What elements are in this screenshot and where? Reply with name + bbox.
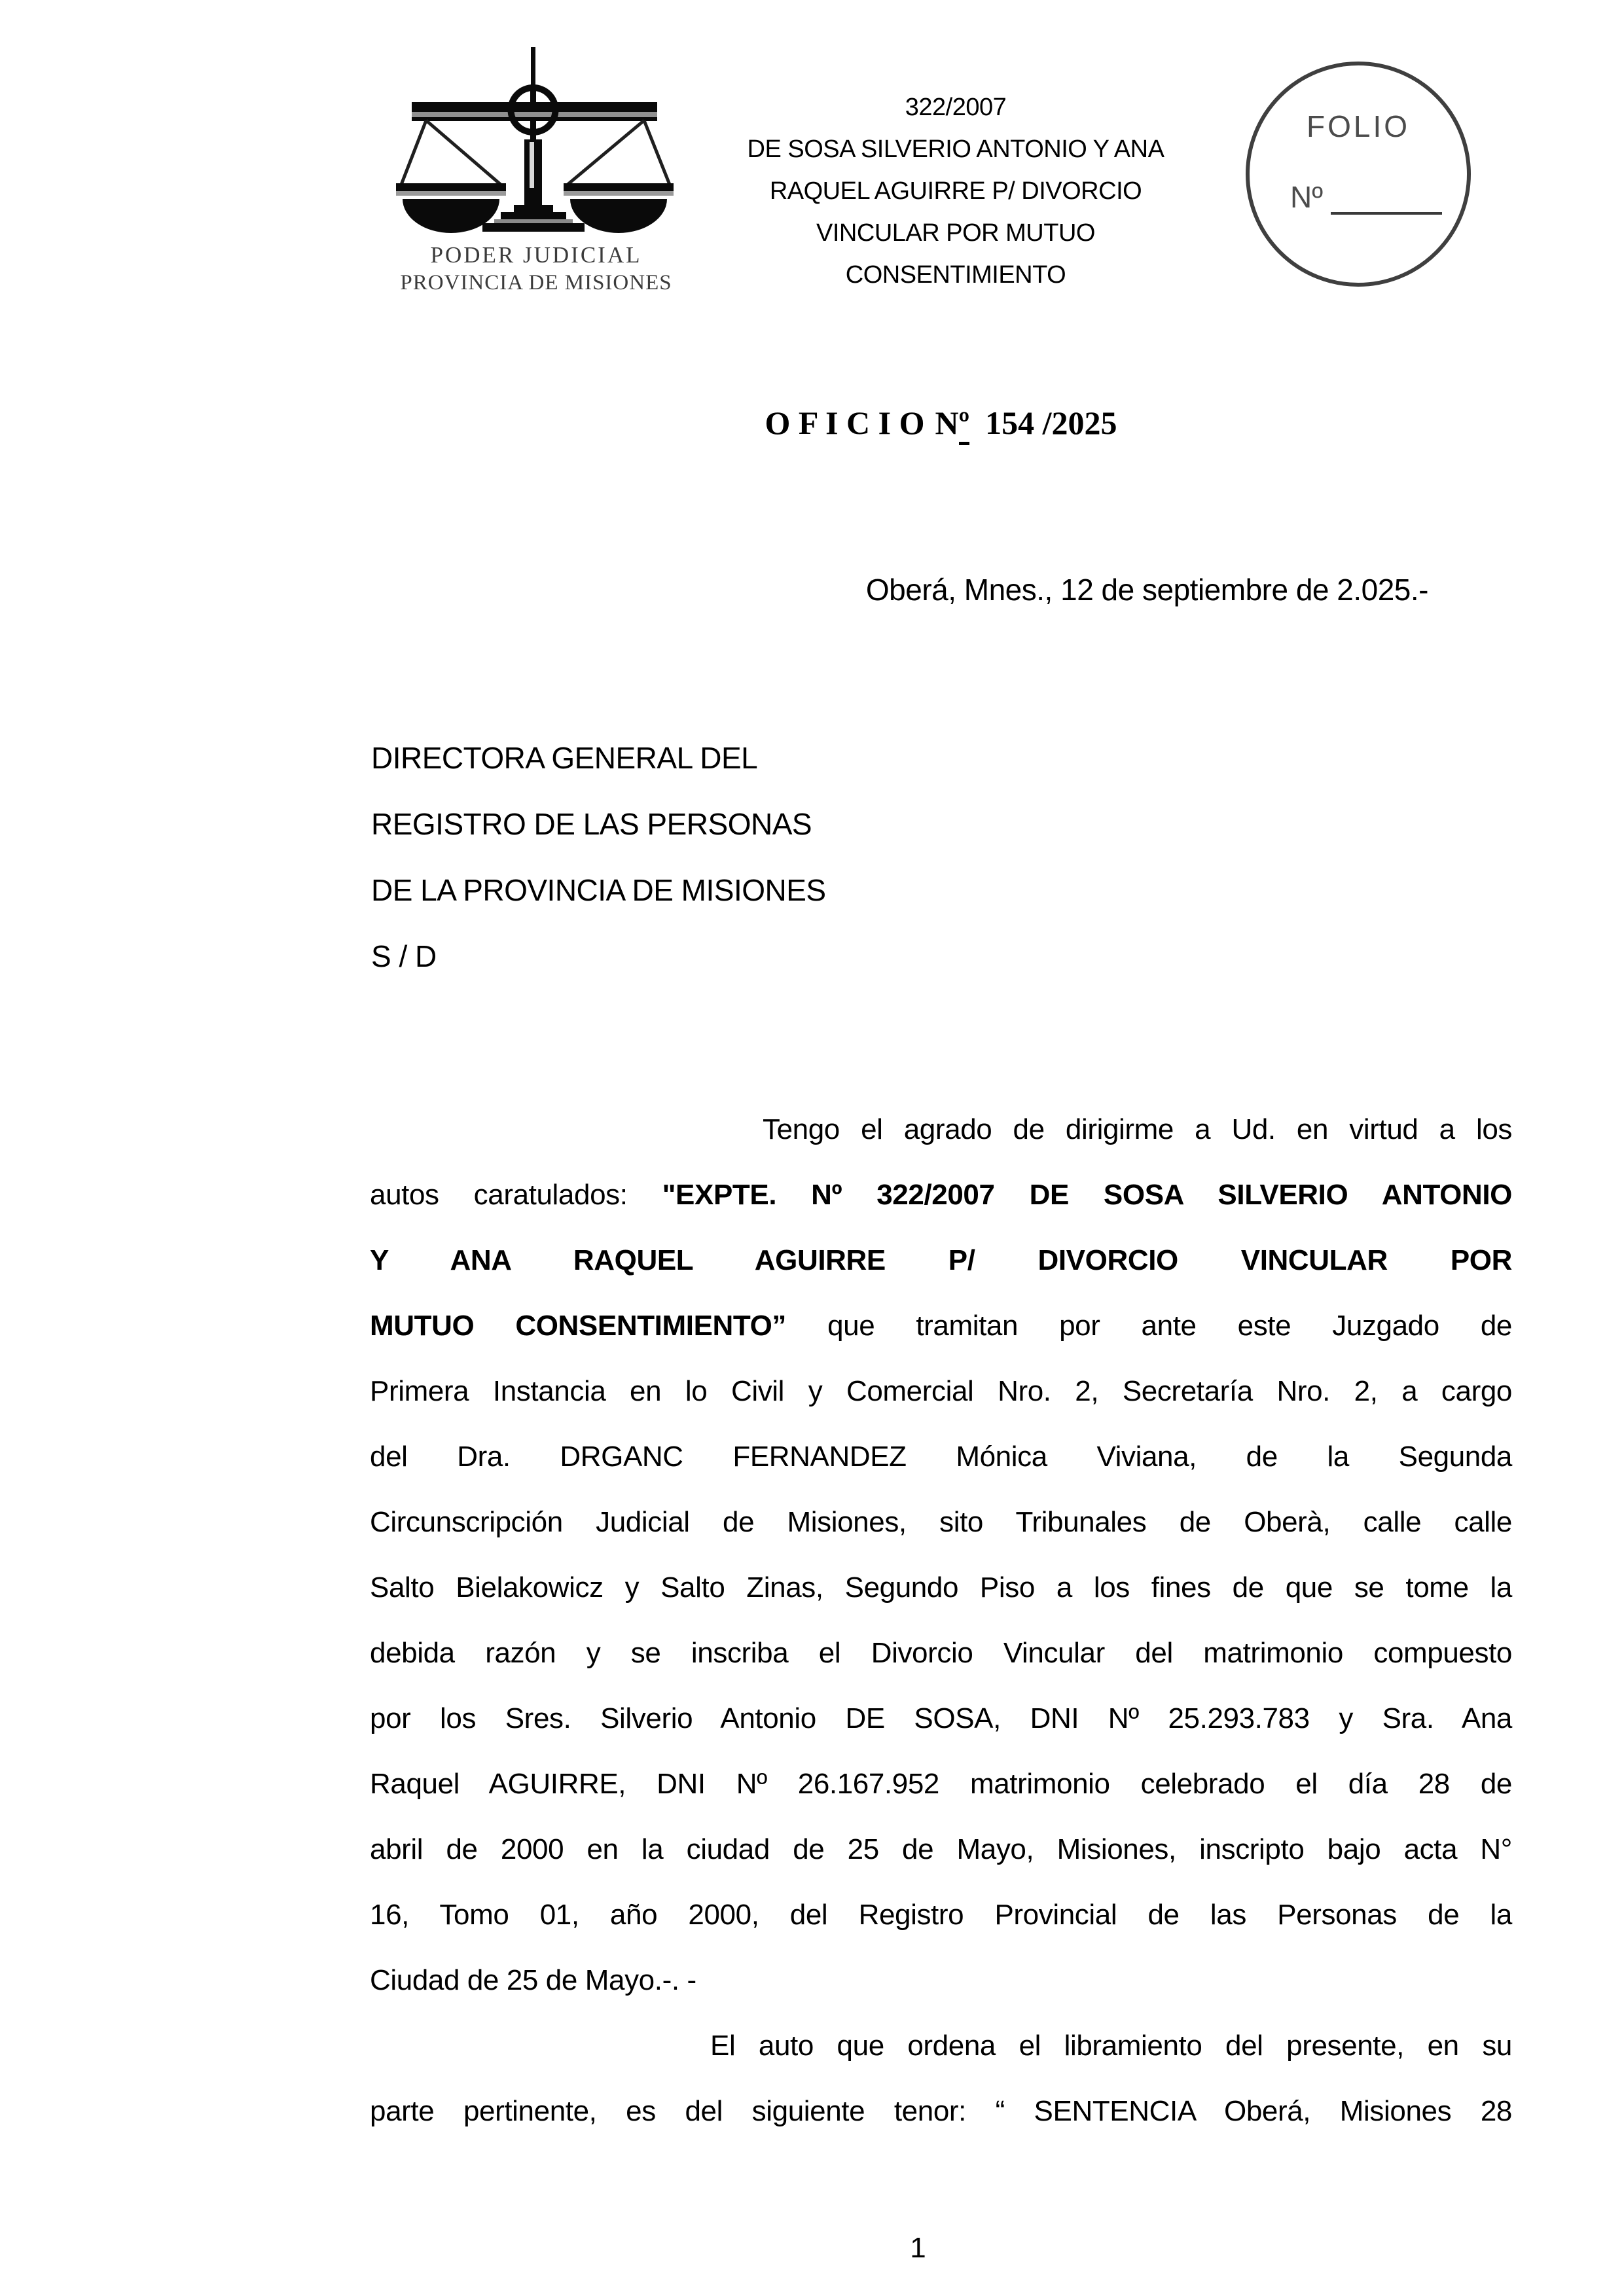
body-text-segment: Circunscripción Judicial de Misiones, sito Tribunales de Oberà, calle calle bbox=[370, 1506, 1512, 1538]
case-caption-line: 322/2007 bbox=[905, 94, 1007, 121]
scales-beam bbox=[412, 102, 657, 121]
folio-stamp-label: FOLIO bbox=[1306, 109, 1411, 143]
folio-stamp-blank-line bbox=[1331, 178, 1442, 215]
body-line bbox=[370, 1424, 1512, 1490]
title-numero-n: N bbox=[935, 404, 959, 441]
body-line bbox=[370, 1817, 1512, 1882]
body-line bbox=[370, 2079, 1512, 2144]
body-text-segment: por los Sres. Silverio Antonio DE SOSA, DNI Nº 25.293.783 y Sra. Ana bbox=[370, 1702, 1512, 1734]
body-line bbox=[370, 1228, 1512, 1293]
logo-caption-line1: PODER JUDICIAL bbox=[430, 242, 642, 268]
body-text-segment: Y ANA RAQUEL AGUIRRE P/ DIVORCIO VINCULAR POR bbox=[370, 1244, 1512, 1276]
body-line bbox=[370, 1882, 1512, 1948]
body-text-segment: "EXPTE. Nº 322/2007 DE SOSA SILVERIO ANTONIO bbox=[662, 1179, 1512, 1211]
page-number: 1 bbox=[910, 2232, 926, 2264]
case-caption-line: DE SOSA SILVERIO ANTONIO Y ANA bbox=[747, 135, 1164, 163]
document-title bbox=[370, 403, 1512, 443]
court-logo-block bbox=[390, 46, 682, 295]
body-text-segment: 16, Tomo 01, año 2000, del Registro Provincial de las Personas de la bbox=[370, 1899, 1512, 1931]
case-caption-line: RAQUEL AGUIRRE P/ DIVORCIO bbox=[769, 177, 1142, 205]
body-line bbox=[370, 1490, 1512, 1555]
scales-pole bbox=[524, 139, 542, 205]
body-text-segment: abril de 2000 en la ciudad de 25 de Mayo, Misiones, inscripto bajo acta N° bbox=[370, 1833, 1512, 1865]
scales-of-justice-icon bbox=[392, 46, 680, 236]
body-text-segment: del Dra. DRGANC FERNANDEZ Mónica Viviana, de la Segunda bbox=[370, 1441, 1512, 1473]
body-text-segment: Tengo el agrado de dirigirme a Ud. en virtud a los bbox=[763, 1113, 1512, 1145]
body-text-segment: parte pertinente, es del siguiente tenor: “ SENTENCIA Oberá, Misiones 28 bbox=[370, 2095, 1512, 2127]
body-line bbox=[370, 1097, 1512, 1162]
addressee-line: DIRECTORA GENERAL DEL bbox=[371, 741, 758, 775]
body-line bbox=[370, 1359, 1512, 1424]
body-block bbox=[370, 1097, 1512, 2144]
body-line bbox=[370, 1621, 1512, 1686]
body-line bbox=[370, 1293, 1512, 1359]
body-text-segment: Ciudad de 25 de Mayo.-. - bbox=[370, 1964, 696, 1996]
addressee-line: REGISTRO DE LAS PERSONAS bbox=[371, 807, 812, 841]
body-line bbox=[370, 1162, 1512, 1228]
body-text-segment: autos caratulados: bbox=[370, 1179, 662, 1211]
logo-caption-line2: PROVINCIA DE MISIONES bbox=[400, 271, 672, 295]
scales-mast bbox=[530, 47, 536, 141]
body-line bbox=[370, 1948, 1512, 2013]
addressee-line: S / D bbox=[371, 939, 437, 973]
body-text-segment: Salto Bielakowicz y Salto Zinas, Segundo Piso a los fines de que se tome la bbox=[370, 1571, 1512, 1604]
body-line bbox=[370, 1686, 1512, 1751]
folio-stamp bbox=[1246, 62, 1471, 287]
date-line: Oberá, Mnes., 12 de septiembre de 2.025.- bbox=[865, 573, 1428, 607]
addressee-block bbox=[371, 725, 826, 990]
addressee-line: DE LA PROVINCIA DE MISIONES bbox=[371, 873, 826, 907]
body-line bbox=[370, 1555, 1512, 1621]
body-text-segment: Raquel AGUIRRE, DNI Nº 26.167.952 matrimonio celebrado el día 28 de bbox=[370, 1768, 1512, 1800]
case-caption bbox=[700, 86, 1211, 296]
body-text-segment: El auto que ordena el libramiento del presente, en su bbox=[710, 2030, 1512, 2062]
title-word: O F I C I O bbox=[765, 404, 925, 441]
case-caption-line: CONSENTIMIENTO bbox=[845, 261, 1066, 289]
body-text-segment: Primera Instancia en lo Civil y Comercial Nro. 2, Secretaría Nro. 2, a cargo bbox=[370, 1375, 1512, 1407]
case-caption-line: VINCULAR POR MUTUO bbox=[816, 219, 1095, 247]
body-text-segment: que tramitan por ante este Juzgado de bbox=[786, 1310, 1512, 1342]
body-line bbox=[370, 2013, 1512, 2079]
scales-base bbox=[482, 205, 585, 232]
title-ordinal: º bbox=[959, 404, 970, 445]
body-text-segment: MUTUO CONSENTIMIENTO” bbox=[370, 1310, 787, 1342]
title-number: 154 /2025 bbox=[985, 404, 1117, 441]
body-line bbox=[370, 1751, 1512, 1817]
folio-stamp-numero: Nº bbox=[1290, 180, 1324, 214]
folio-stamp-number-row bbox=[1290, 178, 1442, 215]
body-text-segment: debida razón y se inscriba el Divorcio Vincular del matrimonio compuesto bbox=[370, 1637, 1512, 1669]
